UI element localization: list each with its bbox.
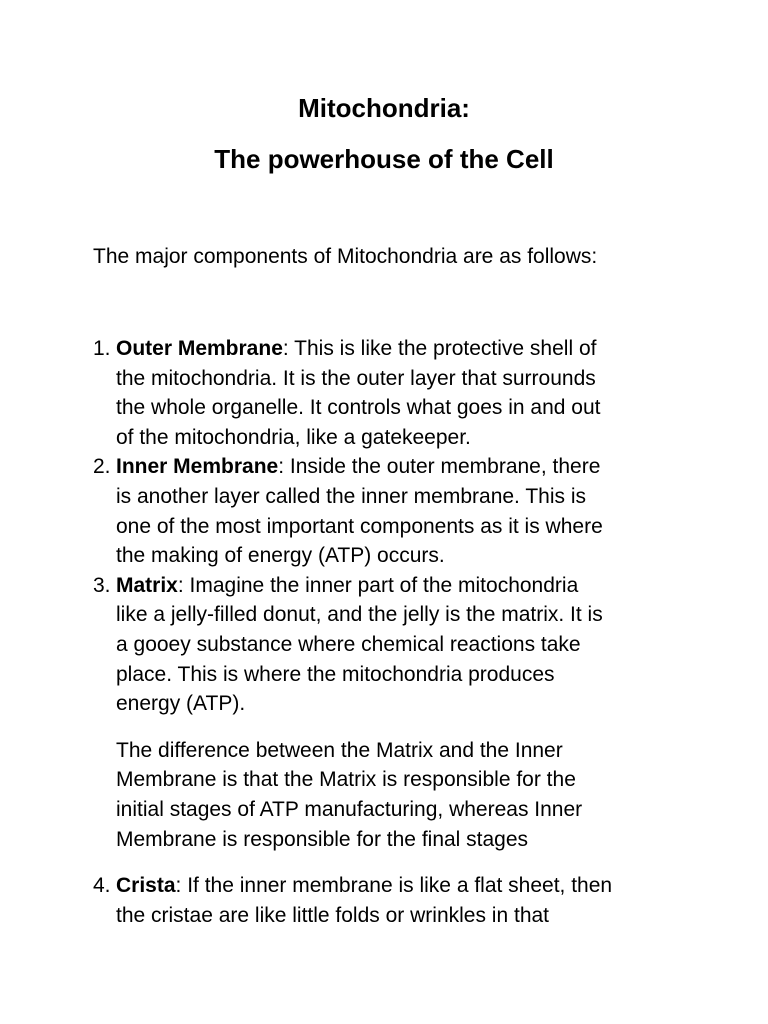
list-item: [93, 334, 693, 452]
list-item-text: : This is like the protective shell of: [282, 337, 597, 360]
document-subtitle: The powerhouse of the Cell: [214, 144, 554, 174]
comparison-note: [116, 736, 693, 854]
list-item-line: a gooey substance where chemical reactions take: [116, 632, 581, 656]
list-item-line: of the mitochondria, like a gatekeeper.: [116, 425, 471, 449]
list-item-term: Crista: [116, 874, 176, 898]
list-item-text: : If the inner membrane is like a flat sheet, then: [175, 874, 613, 898]
list-item: [93, 452, 693, 570]
document-title: Mitochondria:: [298, 93, 470, 123]
list-item-line: is another layer called the inner membrane. This is: [116, 484, 587, 508]
list-item: [93, 571, 693, 854]
list-item-line: the cristae are like little folds or wrinkles in that: [116, 903, 550, 927]
list-item-term: Outer Membrane: [116, 337, 283, 360]
list-item-term: Matrix: [116, 573, 178, 597]
list-item-line: place. This is where the mitochondria produces: [116, 662, 555, 686]
intro-paragraph: The major components of Mitochondria are as follows:: [93, 245, 598, 268]
list-item-number: 4.: [93, 874, 111, 898]
list-item-line: the making of energy (ATP) occurs.: [116, 544, 445, 568]
components-list: [93, 334, 693, 930]
list-item-number: 2.: [93, 455, 111, 479]
list-item-number: 1.: [93, 337, 111, 360]
list-item-term: Inner Membrane: [116, 455, 279, 479]
note-line: Membrane is responsible for the final stages: [116, 827, 529, 851]
list-item: [93, 871, 693, 930]
list-item-text: : Imagine the inner part of the mitochondria: [177, 573, 579, 597]
list-item-line: [116, 871, 693, 901]
list-item-line: energy (ATP).: [116, 692, 246, 716]
list-item-line: the mitochondria. It is the outer layer that surrounds: [116, 366, 596, 390]
note-line: The difference between the Matrix and the Inner: [116, 738, 563, 762]
list-item-line: [116, 571, 693, 601]
list-item-line: like a jelly-filled donut, and the jelly is the matrix. It is: [116, 603, 603, 627]
list-item-line: the whole organelle. It controls what goes in and out: [116, 396, 601, 420]
list-item-text: : Inside the outer membrane, there: [278, 455, 601, 479]
list-item-line: one of the most important components as it is where: [116, 514, 603, 538]
list-item-line: [116, 334, 693, 364]
list-item-line: [116, 452, 693, 482]
note-line: Membrane is that the Matrix is responsible for the: [116, 768, 576, 792]
note-line: initial stages of ATP manufacturing, whereas Inner: [116, 797, 583, 821]
list-item-number: 3.: [93, 573, 111, 597]
